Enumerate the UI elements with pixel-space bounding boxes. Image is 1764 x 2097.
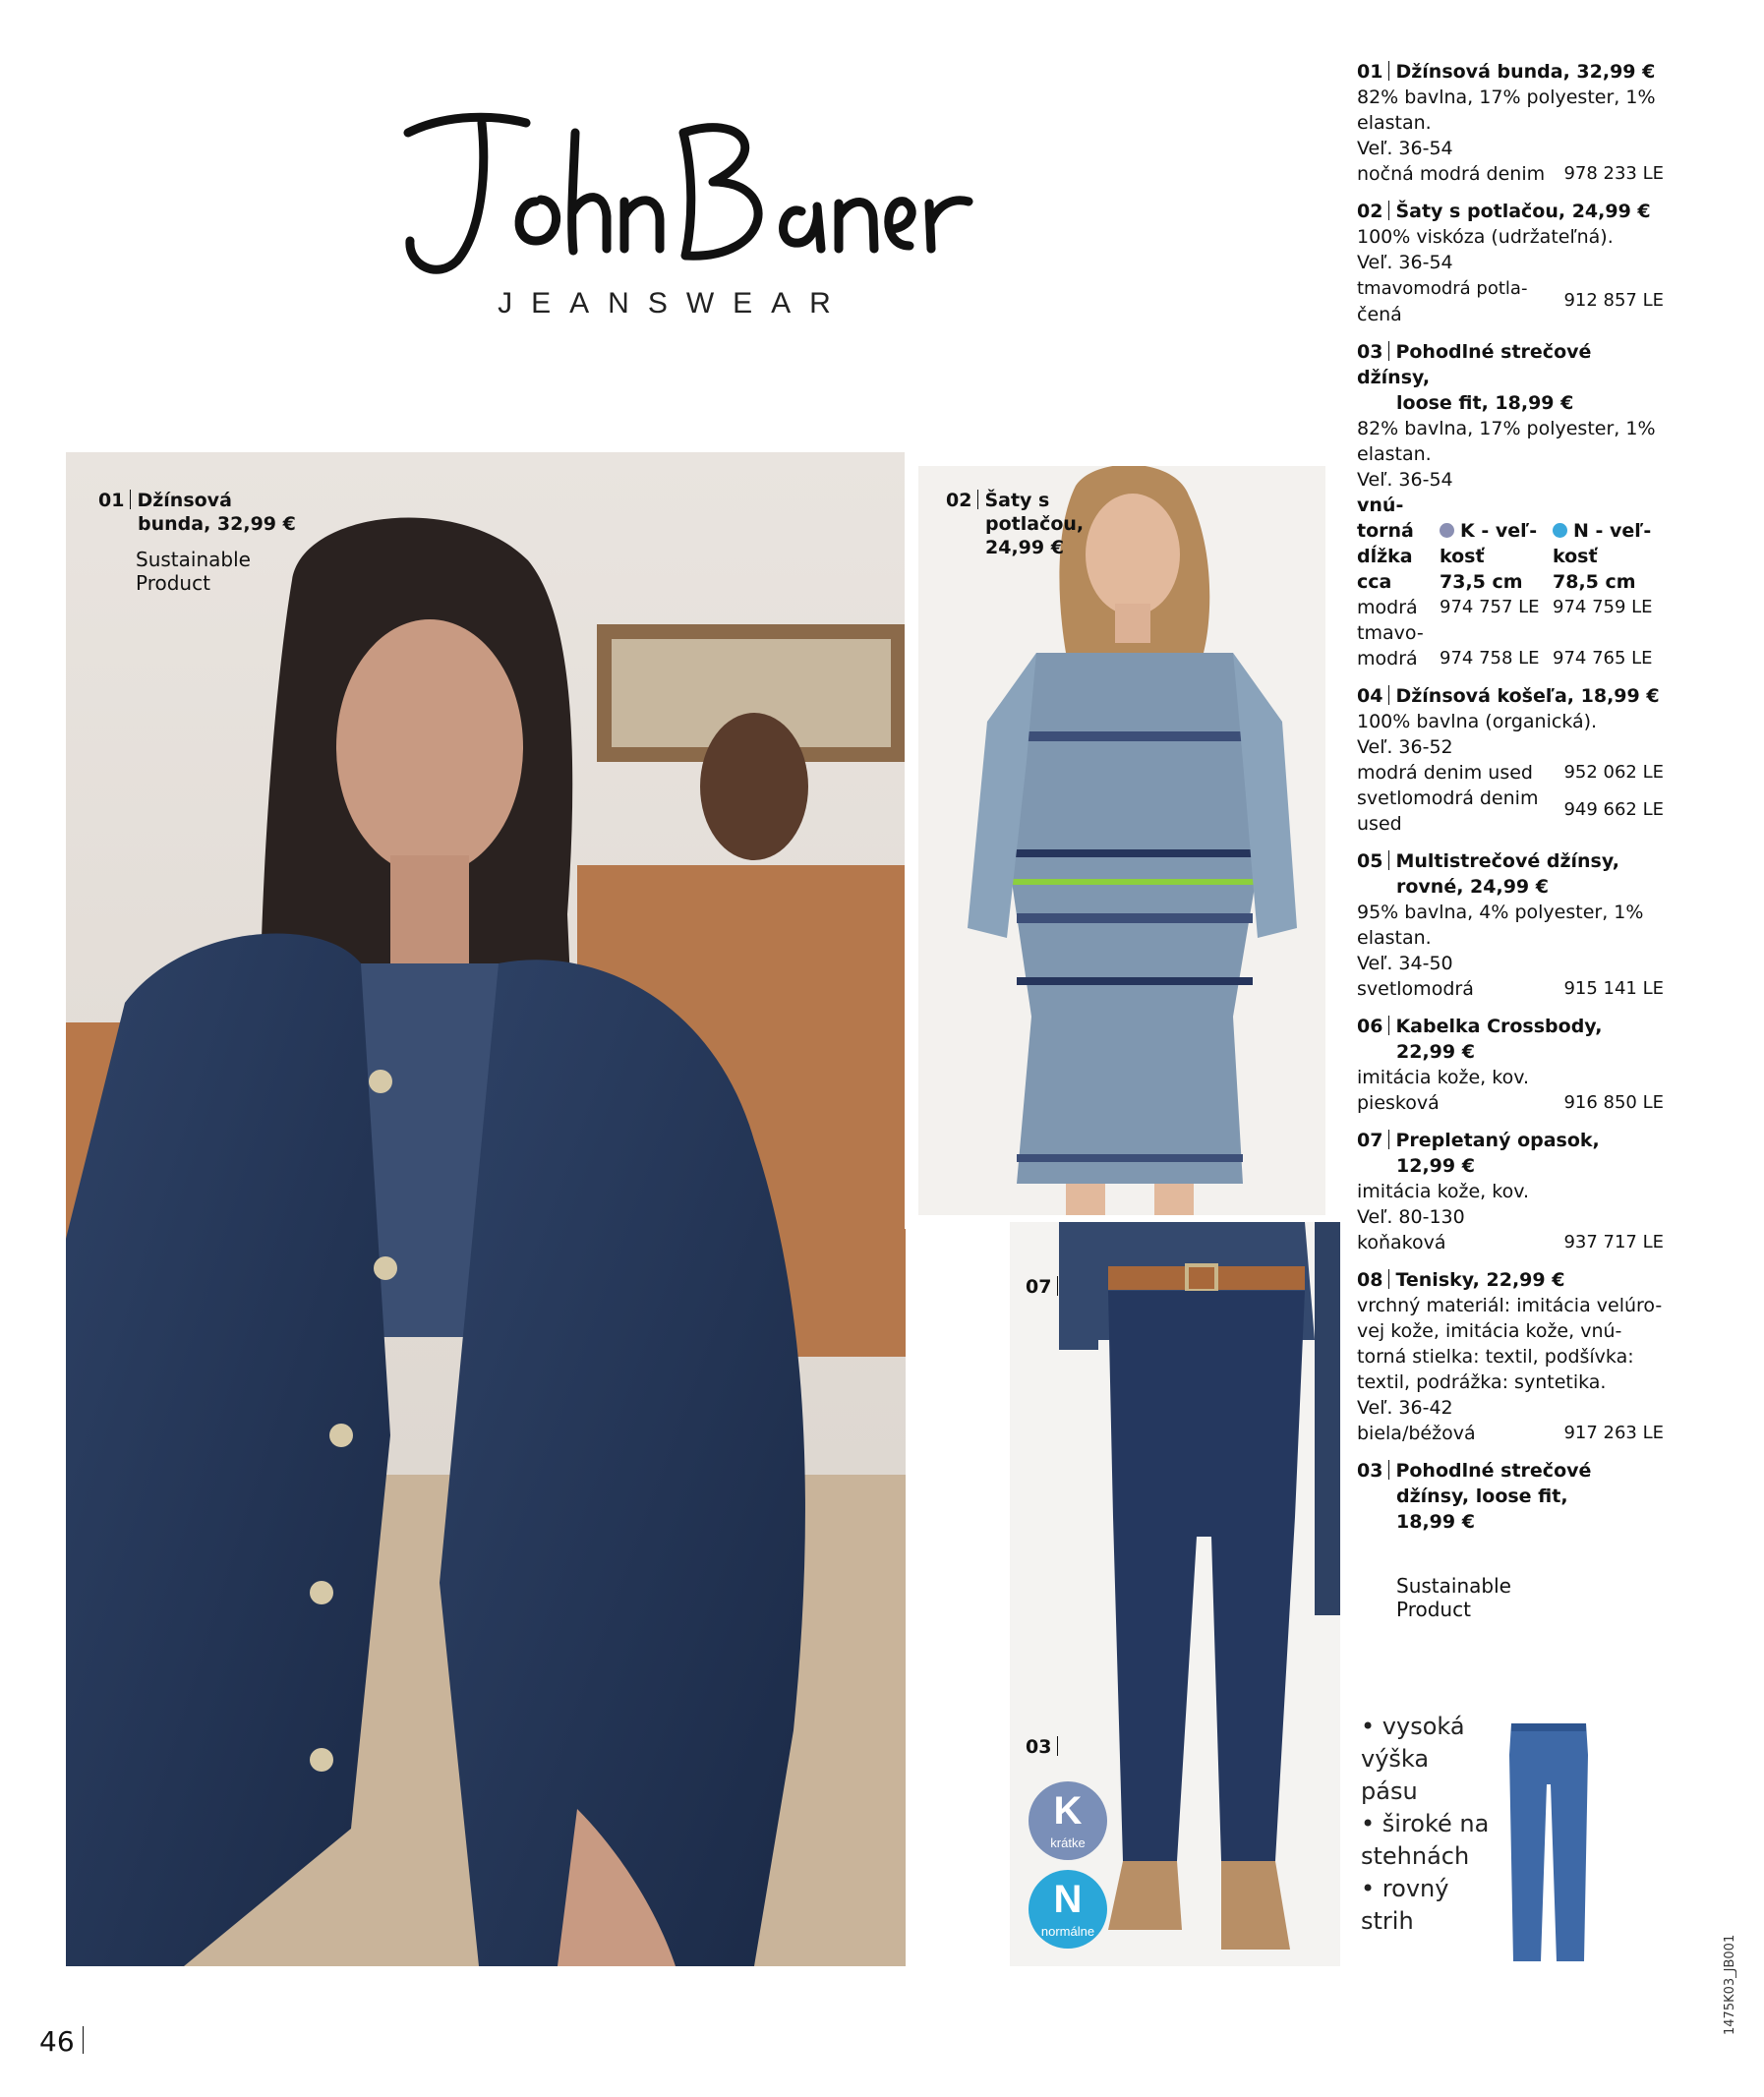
product-entry-06 [1357,1014,1664,1116]
entry-num: 06 [1357,1016,1383,1037]
photo-printed-dress [905,452,1339,1229]
row-k-code: 974 757 LE [1440,597,1540,617]
product-entry-03 [1357,339,1664,671]
k-header-3: 73,5 cm [1440,571,1523,593]
entry-material: 95% bavlna, 4% polyester, 1% [1357,902,1644,923]
product-entry-08 [1357,1267,1664,1446]
entry-title: Prepletaný opasok, [1395,1130,1600,1151]
entry-material: 82% bavlna, 17% polyester, 1% [1357,418,1656,439]
row-n-code: 974 765 LE [1553,648,1653,669]
entry-num: 05 [1357,850,1383,872]
bullet-text: pásu [1361,1777,1418,1805]
product-list [1357,59,1664,1633]
entry-color: modrá denim used [1357,762,1533,784]
separator [1388,61,1389,81]
entry-material-cont: elastan. [1357,443,1432,465]
bullet-item [1357,1743,1514,1776]
separator [1057,1276,1058,1296]
separator [1388,1460,1389,1480]
entry-num: 03 [1357,341,1383,363]
entry-material-cont: torná stielka: textil, podšívka: [1357,1346,1634,1368]
k-length-header [1440,493,1553,595]
entry-title: Džínsová bunda, 32,99 € [1395,61,1656,83]
length-table [1357,493,1664,671]
entry-num: 02 [1357,201,1383,222]
k-header-2: kosť [1440,546,1485,567]
entry-material: imitácia kože, kov. [1357,1067,1530,1088]
separator [130,490,131,509]
entry-material-cont: elastan. [1357,112,1432,134]
brand-logo [388,93,978,290]
entry-title: Multistrečové džínsy, [1395,850,1619,872]
entry-title: Pohodlné strečové [1395,1460,1592,1482]
row-color-2: modrá [1357,648,1418,670]
entry-code: 912 857 LE [1563,290,1664,311]
entry-material: 82% bavlna, 17% polyester, 1% [1357,87,1656,108]
separator [1388,685,1389,705]
entry-title-cont: rovné, 24,99 € [1396,876,1549,898]
entry-price: 18,99 € [1396,1511,1475,1533]
job-code: 1475K03_JB001 [1723,1934,1737,2035]
bullet-text: výška [1361,1745,1430,1773]
length-header-2: torná [1357,520,1414,542]
entry-color: piesková [1357,1092,1440,1114]
entry-title-cont: loose fit, 18,99 € [1396,392,1574,414]
separator [1388,1269,1389,1289]
sustainable-label: Sustainable [1396,1574,1511,1598]
entry-code: 978 233 LE [1563,163,1664,184]
entry-code: 949 662 LE [1563,799,1664,820]
callout-02 [946,489,1084,559]
callout-03-num: 03 [1026,1736,1052,1758]
n-length-header [1553,493,1664,595]
entry-code: 952 062 LE [1563,762,1664,783]
callout-03 [1026,1735,1064,1759]
bullet-text: stehnách [1361,1842,1470,1870]
separator [1057,1736,1058,1756]
n-dot-icon [1553,523,1567,538]
badge-kratke [1029,1781,1107,1860]
bullet-item [1357,1840,1514,1873]
bullet-text: široké na [1382,1810,1490,1837]
entry-material: 100% bavlna (organická). [1357,711,1598,732]
product-label: Product [136,571,210,595]
entry-title: Tenisky, 22,99 € [1395,1269,1565,1291]
entry-material-cont: textil, podrážka: syntetika. [1357,1371,1607,1393]
entry-size: Veľ. 36-52 [1357,736,1453,758]
row-color: modrá [1357,597,1418,618]
entry-color: svetlomodrá denim [1357,787,1539,809]
entry-color: tmavomodrá potla- [1357,278,1528,299]
callout-02-price: 24,99 € [985,537,1064,558]
sustainable-label: Sustainable [136,548,251,571]
callout-01 [98,489,296,595]
bullet-item: • vysoká [1361,1713,1465,1740]
feature-bullets [1357,1711,1514,1938]
callout-01-title: Džínsová [137,490,232,511]
entry-code: 937 717 LE [1563,1232,1664,1252]
entry-title-cont: džínsy, loose fit, [1396,1485,1568,1507]
separator [1388,1130,1389,1149]
separator [1388,850,1389,870]
callout-02-title: Šaty s [984,490,1050,511]
badge-normalne [1029,1870,1107,1949]
brand-subtitle: JEANSWEAR [498,287,850,320]
row-k-code: 974 758 LE [1440,648,1540,669]
n-header-3: 78,5 cm [1553,571,1636,593]
entry-size: Veľ. 36-54 [1357,469,1453,491]
length-header [1357,493,1440,595]
bullet-text: vysoká [1382,1713,1465,1740]
entry-num: 07 [1357,1130,1383,1151]
photo-jeans-cutout [1499,1716,1598,1966]
bullet-item: • rovný [1361,1875,1449,1902]
length-header-3: dĺžka [1357,546,1413,567]
page-number-text: 46 [39,2025,75,2058]
callout-01-price: bunda, 32,99 € [138,513,296,535]
k-dot-icon [1440,523,1454,538]
entry-size: Veľ. 36-42 [1357,1397,1453,1419]
badge-n-label: normálne [1040,1924,1095,1939]
separator [83,2026,84,2054]
separator [1388,1016,1389,1035]
bullet-item [1357,1905,1514,1938]
entry-size: Veľ. 36-54 [1357,138,1453,159]
entry-code: 916 850 LE [1563,1092,1664,1113]
product-entry-02 [1357,199,1664,327]
product-entry-07 [1357,1128,1664,1255]
entry-material: imitácia kože, kov. [1357,1181,1530,1202]
entry-title-cont: 22,99 € [1396,1041,1475,1063]
entry-material-cont: vej kože, imitácia kože, vnú- [1357,1320,1622,1342]
badge-k-label: krátke [1050,1835,1086,1850]
badge-k-letter: K [1053,1789,1083,1833]
callout-02-num: 02 [946,490,972,511]
separator [1388,341,1389,361]
entry-size: Veľ. 80-130 [1357,1206,1465,1228]
n-header-1: N - veľ- [1573,520,1652,542]
entry-title: Kabelka Crossbody, [1395,1016,1603,1037]
table-row [1357,595,1664,620]
separator [1388,201,1389,220]
entry-color: nočná modrá denim [1357,163,1546,185]
table-row [1357,620,1664,671]
bullet-text: strih [1361,1907,1414,1935]
bullet-item: • široké na [1361,1810,1490,1837]
product-entry-01 [1357,59,1664,187]
entry-size: Veľ. 34-50 [1357,953,1453,974]
badge-n-letter: N [1053,1878,1083,1921]
product-entry-04 [1357,683,1664,837]
entry-title: Džínsová košeľa, 18,99 € [1395,685,1660,707]
entry-num: 04 [1357,685,1383,707]
photo-denim-jacket [66,452,906,1966]
entry-title-cont: 12,99 € [1396,1155,1475,1177]
row-n-code: 974 759 LE [1553,597,1653,617]
callout-02-title-cont: potlačou, [985,513,1085,535]
k-header-1: K - veľ- [1460,520,1538,542]
entry-num: 08 [1357,1269,1383,1291]
length-header-4: cca [1357,571,1392,593]
entry-code: 915 141 LE [1563,978,1664,999]
entry-color: koňaková [1357,1232,1446,1253]
entry-material: vrchný materiál: imitácia velúro- [1357,1295,1663,1316]
callout-07-num: 07 [1026,1276,1052,1298]
entry-code: 917 263 LE [1563,1423,1664,1443]
entry-num: 03 [1357,1460,1383,1482]
length-header-1: vnú- [1357,495,1404,516]
product-entry-03-feature [1357,1458,1664,1621]
row-color-1: tmavo- [1357,622,1424,644]
product-entry-05 [1357,848,1664,1002]
entry-color-cont: čená [1357,304,1402,325]
separator [977,490,978,509]
entry-material-cont: elastan. [1357,927,1432,949]
entry-color-cont: used [1357,813,1402,835]
bullet-text: rovný [1382,1875,1449,1902]
callout-07 [1026,1275,1064,1299]
product-label: Product [1396,1598,1471,1621]
bullet-item [1357,1776,1514,1808]
page-number [39,2025,89,2058]
entry-num: 01 [1357,61,1383,83]
entry-color: biela/béžová [1357,1423,1476,1444]
entry-title: Šaty s potlačou, 24,99 € [1395,201,1651,222]
row-color [1357,620,1440,671]
entry-color: svetlomodrá [1357,978,1474,1000]
entry-title: Pohodlné strečové džínsy, [1357,341,1592,388]
n-header-2: kosť [1553,546,1598,567]
callout-01-num: 01 [98,490,125,511]
entry-size: Veľ. 36-54 [1357,252,1453,273]
entry-material: 100% viskóza (udržateľná). [1357,226,1614,248]
